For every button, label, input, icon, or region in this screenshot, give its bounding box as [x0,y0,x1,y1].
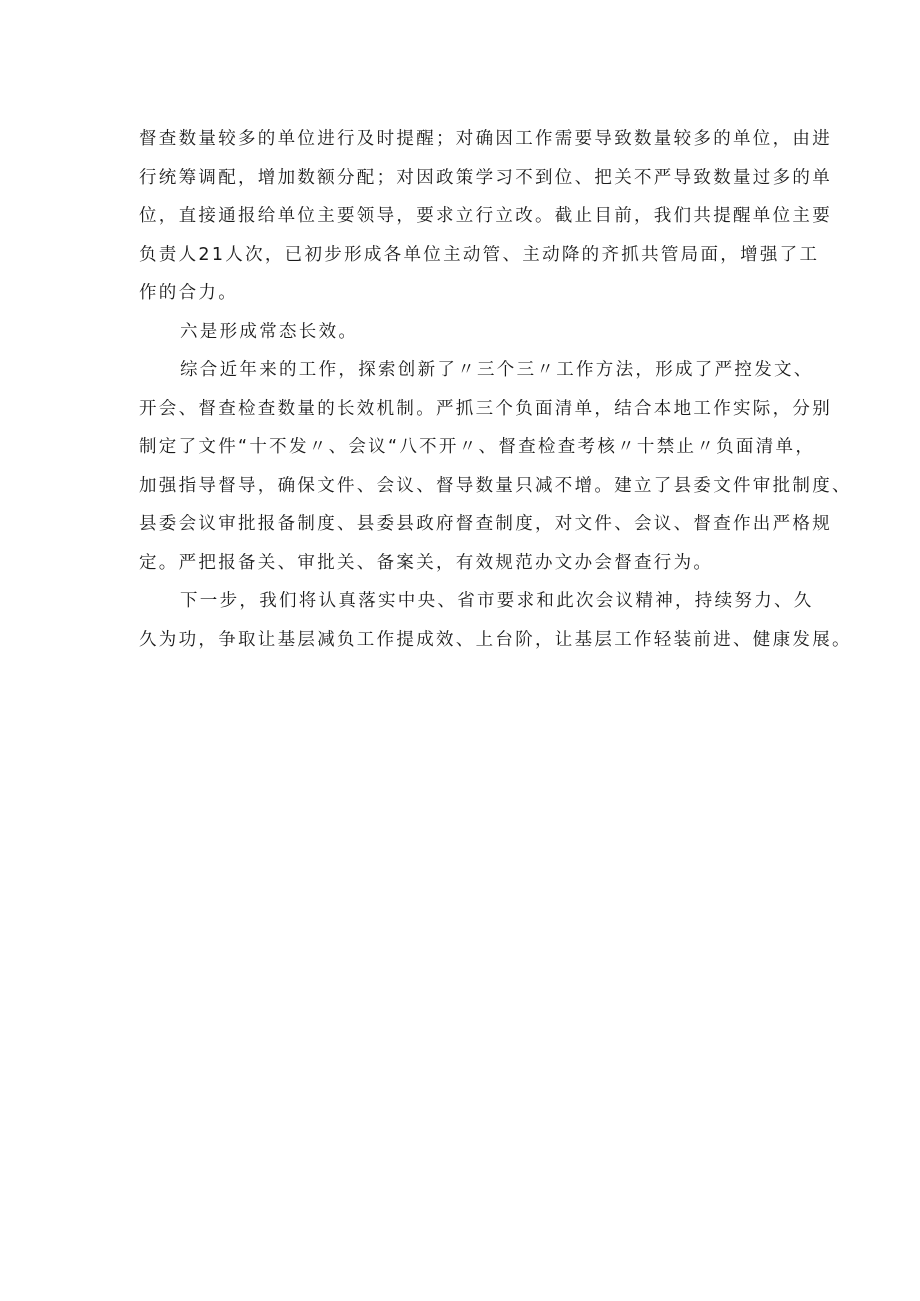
document-body [139,120,852,659]
text-line: 制定了文件“十不发〃、会议“八不开〃、督查检查考核〃十禁止〃负面清单， [139,437,816,457]
paragraph [139,582,852,659]
text-line: 位，直接通报给单位主要领导，要求立行立改。截止目前，我们共提醒单位主要 [139,206,832,226]
text-line: 开会、督查检查数量的长效机制。严抓三个负面清单，结合本地工作实际，分别 [139,398,832,419]
section-heading: 六是形成常态长效。 [180,321,359,342]
text-line: 督查数量较多的单位进行及时提醒；对确因工作需要导致数量较多的单位，由进 [139,129,832,149]
text-line: 县委会议审批报备制度、县委县政府督查制度，对文件、会议、督查作出严格规 [139,514,832,534]
paragraph [139,351,852,582]
text-line: 下一步，我们将认真落实中央、省市要求和此次会议精神，持续努力、久 [180,591,814,611]
text-line: 负责人21人次，已初步形成各单位主动管、主动降的齐抓共管局面，增强了工 [139,244,820,265]
text-line: 综合近年来的工作，探索创新了〃三个三〃工作方法，形成了严控发文、 [180,360,814,380]
paragraph-heading [139,313,789,352]
text-line: 作的合力。 [139,283,238,303]
text-line: 久为功，争取让基层减负工作提成效、上台阶，让基层工作轻装前进、健康发展。 [139,629,852,650]
paragraph [139,120,832,313]
text-line: 行统筹调配，增加数额分配；对因政策学习不到位、把关不严导致数量过多的单 [139,167,832,188]
text-line: 加强指导督导，确保文件、会议、督导数量只减不增。建立了县委文件审批制度、 [139,475,852,496]
text-line: 定。严把报备关、审批关、备案关，有效规范办文办会督查行为。 [139,552,714,573]
